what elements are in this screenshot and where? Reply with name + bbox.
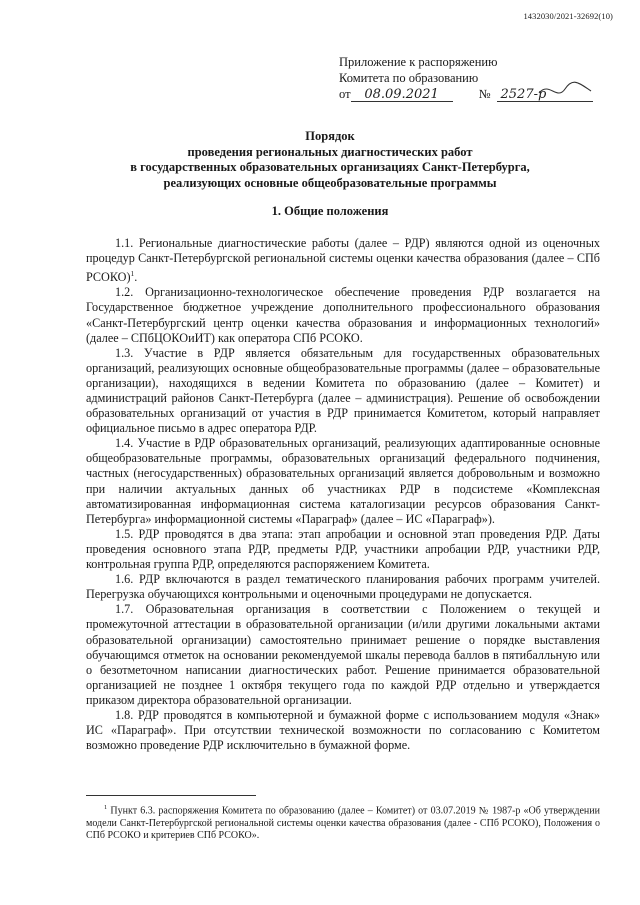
annex-handwritten-number: 2527-р bbox=[497, 88, 593, 102]
document-registration-number: 1432030/2021-32692(10) bbox=[523, 11, 613, 21]
title-line-3: в государственных образовательных организациях Санкт-Петербурга, bbox=[130, 160, 530, 174]
document-body bbox=[86, 236, 600, 753]
annex-number-prefix: № bbox=[478, 87, 491, 101]
title-line-1: Порядок bbox=[305, 129, 355, 143]
paragraph-1-5: 1.5. РДР проводятся в два этапа: этап апробации и основной этап проведения РДР. Даты проведения основного этапа РДР, предметы РДР, участники апробации РДР, участники РДР, контрольная группа РДР, определяются распоряжением Комитета. bbox=[86, 526, 600, 572]
footnote-separator bbox=[86, 795, 256, 796]
paragraph-1-7: 1.7. Образовательная организация в соответствии с Положением о текущей и промежуточной аттестации в образовательной организации (и/или другими локальными актами образовательной организации) самостоятельно принимает решение о порядке выставления обучающимся отметок на основании рекомендуемой шкалы перевода баллов в пятибалльную или о безотметочном написании диагностических работ. Решение принимается образовательной организацией не позднее 1 октября текущего года по каждой РДР отдельно и утверждается приказом директора образовательной организации. bbox=[86, 602, 600, 707]
footnote-marker: 1 bbox=[104, 804, 108, 811]
title-line-4: реализующих основные общеобразовательные программы bbox=[163, 175, 497, 190]
paragraph-1-6: 1.6. РДР включаются в раздел тематического планирования рабочих программ учителей. Перегрузка обучающихся контрольными и оценочными процедурами не допускается. bbox=[86, 572, 600, 602]
annex-date-prefix: от bbox=[339, 87, 351, 101]
annex-line-2: Комитета по образованию bbox=[339, 70, 479, 85]
document-title bbox=[60, 129, 600, 191]
paragraph-1-4: 1.4. Участие в РДР образовательных организаций, реализующих адаптированные основные общеобразовательные программы, образовательных организаций федерального подчинения, частных (негосударственных) образовательных организаций является добровольным и возможно при наличии актуальных данных об участниках РДР в подсистеме «Комплексная автоматизированная информационная система каталогизации ресурсов образования Санкт-Петербурга» информационной системы «Параграф» (далее – ИС «Параграф»). bbox=[86, 436, 600, 526]
annex-line-1: Приложение к распоряжению bbox=[339, 55, 498, 69]
paragraph-1-1-text: 1.1. Региональные диагностические работы (далее – РДР) являются одной из оценочных процедур Санкт-Петербургской региональной системы оценки качества образования (далее – СПб РСОКО) bbox=[86, 236, 600, 285]
annex-block bbox=[339, 55, 609, 103]
paragraph-1-1-suffix: . bbox=[134, 270, 138, 285]
title-line-2: проведения региональных диагностических работ bbox=[187, 144, 473, 159]
section-heading: 1. Общие положения bbox=[271, 204, 389, 218]
footnote-reference: 1 bbox=[130, 269, 135, 279]
paragraph-1-8: 1.8. РДР проводятся в компьютерной и бумажной форме с использованием модуля «Знак» ИС «Параграф». При отсутствии технической возможности по согласованию с Комитетом возможно проведение РДР исключительно в бумажной форме. bbox=[86, 707, 600, 753]
paragraph-1-2: 1.2. Организационно-технологическое обеспечение проведения РДР возлагается на Государственное бюджетное учреждение дополнительного профессионального образования «Санкт-Петербургский центр оценки качества образования и информационных технологий» (далее – СПбЦОКОиИТ) как оператора СПб РСОКО. bbox=[86, 285, 600, 345]
annex-handwritten-date: 08.09.2021 bbox=[351, 88, 453, 102]
paragraph-1-3: 1.3. Участие в РДР является обязательным для государственных образовательных организаций, реализующих основные общеобразовательные программы (далее – образовательные организации), находящихся в ведении Комитета по образованию (далее – Комитет) и администраций районов Санкт-Петербурга (далее – администрация). Решение об освобождении образовательных организаций от участия в РДР принимается Комитетом, который направляет официальное письмо в адрес оператора РДР. bbox=[86, 345, 600, 436]
footnote bbox=[86, 802, 600, 843]
paragraph-1-1 bbox=[86, 236, 600, 285]
handwritten-flourish-icon bbox=[535, 79, 595, 101]
footnote-text: Пункт 6.3. распоряжения Комитета по образованию (далее – Комитет) от 03.07.2019 № 1987-р «Об утверждении модели Санкт-Петербургской региональной системы оценки качества образования (далее - СПб РСОКО), Положения о СПб РСОКО и критериев СПб РСОКО». bbox=[86, 805, 600, 842]
